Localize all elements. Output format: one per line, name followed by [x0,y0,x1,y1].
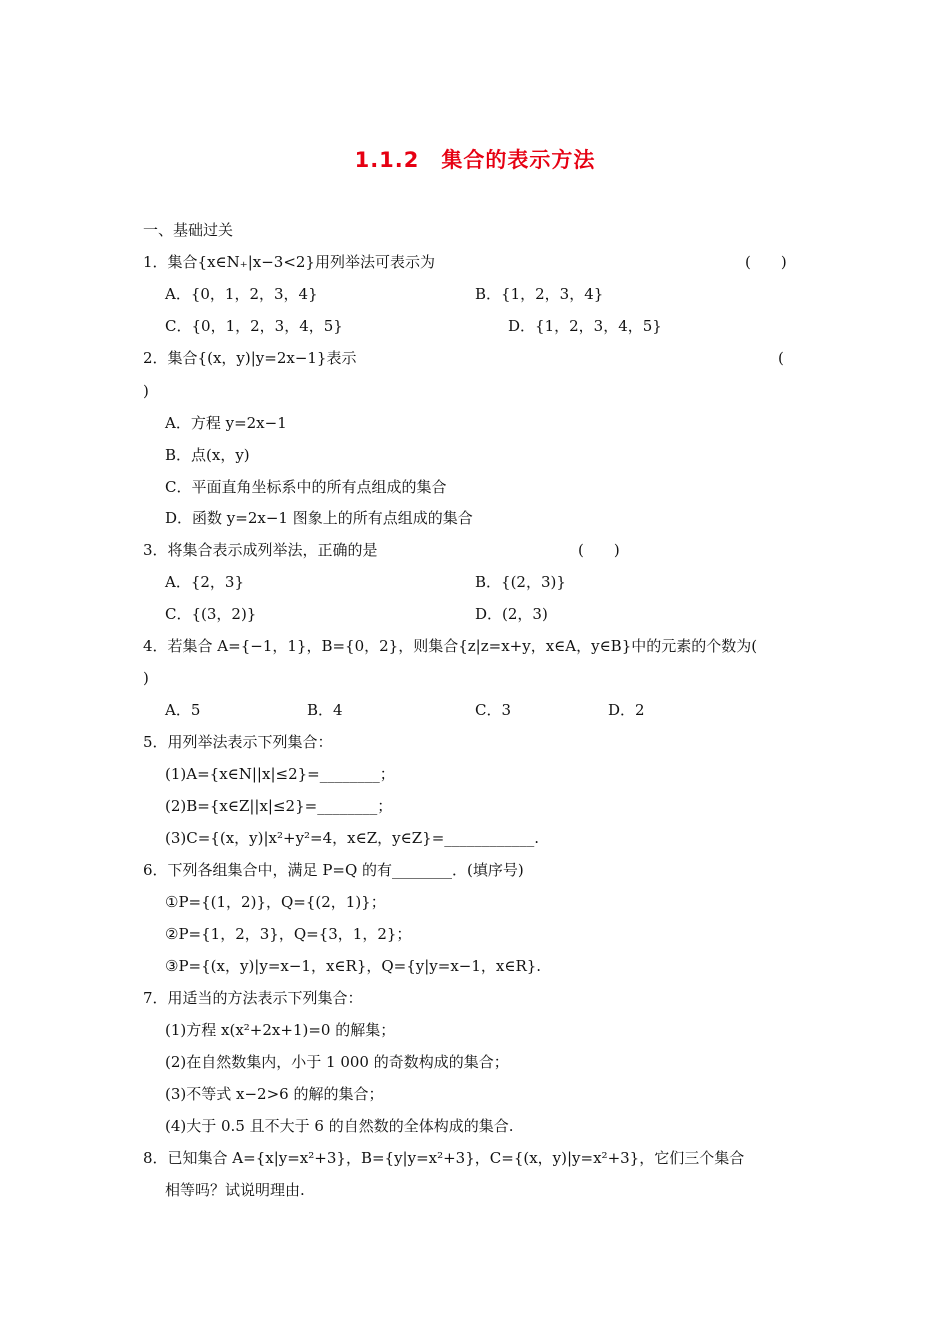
question-7-part-1: (1)方程 x(x²+2x+1)=0 的解集； [165,1021,396,1039]
question-4-option-a: A．5 [165,701,201,719]
question-5-stem: 5．用列举法表示下列集合： [143,733,333,751]
question-8-stem: 8．已知集合 A={x|y=x²+3}，B={y|y=x²+3}，C={(x，y)|y=x²+3}，它们三个集合 [143,1149,745,1167]
question-2-option-a: A．方程 y=2x−1 [165,414,287,432]
question-4-option-c: C．3 [475,701,512,719]
question-2-paren-close: ) [143,382,149,400]
section-heading: 一、基础过关 [143,221,234,239]
question-3-option-b: B．{(2，3)} [475,573,566,591]
question-4-paren-close: ) [143,669,149,687]
question-2-option-c: C．平面直角坐标系中的所有点组成的集合 [165,478,447,496]
question-2-option-b: B．点(x，y) [165,446,250,464]
question-5-part-1: (1)A={x∈N||x|≤2}=________； [165,765,395,783]
question-2-stem: 2．集合{(x，y)|y=2x−1}表示 [143,349,357,367]
question-6-part-2: ②P={1，2，3}，Q={3，1，2}； [165,925,412,943]
question-1-option-b: B．{1，2，3，4} [475,285,604,303]
question-3-option-c: C．{(3，2)} [165,605,257,623]
question-3-answer-paren: ( ) [578,541,620,559]
question-4-option-b: B．4 [307,701,343,719]
question-7-part-3: (3)不等式 x−2>6 的解的集合； [165,1085,384,1103]
question-4-option-d: D．2 [608,701,645,719]
question-7-part-4: (4)大于 0.5 且不大于 6 的自然数的全体构成的集合. [165,1117,514,1135]
question-3-option-a: A．{2，3} [165,573,245,591]
question-5-part-2: (2)B={x∈Z||x|≤2}=________； [165,797,393,815]
question-1-option-a: A．{0，1，2，3，4} [165,285,318,303]
question-1-stem: 1．集合{x∈N₊|x−3<2}用列举法可表示为 [143,253,435,271]
question-6-part-1: ①P={(1，2)}，Q={(2，1)}； [165,893,386,911]
page-title: 1.1.2 集合的表示方法 [354,148,596,172]
question-6-part-3: ③P={(x，y)|y=x−1，x∈R}，Q={y|y=x−1，x∈R}. [165,957,542,975]
question-2-paren-open: ( [778,349,784,367]
question-3-stem: 3．将集合表示成列举法，正确的是 [143,541,378,559]
question-1-option-c: C．{0，1，2，3，4，5} [165,317,343,335]
question-5-part-3: (3)C={(x，y)|x²+y²=4，x∈Z，y∈Z}=____________. [165,829,540,847]
question-7-stem: 7．用适当的方法表示下列集合： [143,989,363,1007]
question-6-stem: 6．下列各组集合中，满足 P=Q 的有________．(填序号) [143,861,524,879]
question-1-option-d: D．{1，2，3，4，5} [508,317,662,335]
question-1-answer-paren: ( ) [745,253,787,271]
question-4-stem: 4．若集合 A={−1，1}，B={0，2}，则集合{z|z=x+y，x∈A，y∈B}中的元素的个数为( [143,637,758,655]
question-7-part-2: (2)在自然数集内，小于 1 000 的奇数构成的集合； [165,1053,509,1071]
question-2-option-d: D．函数 y=2x−1 图象上的所有点组成的集合 [165,509,473,527]
question-8-stem-continued: 相等吗？试说明理由. [165,1181,305,1199]
question-3-option-d: D．(2，3) [475,605,548,623]
